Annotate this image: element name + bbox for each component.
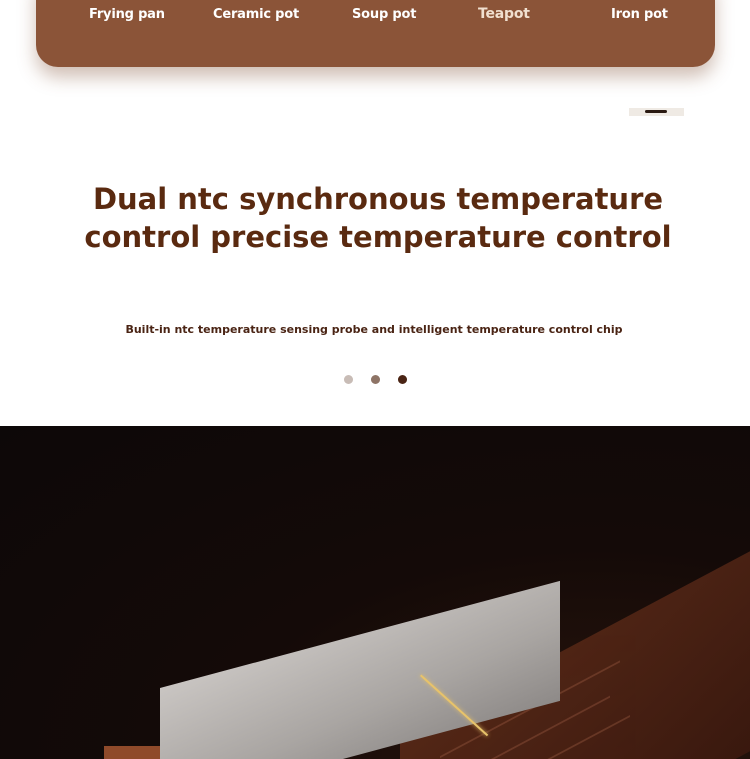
carousel-dot-1[interactable] (344, 375, 353, 384)
cookware-label-teapot: Teapot (478, 6, 530, 22)
usb-slot (645, 110, 667, 113)
product-hero-image (0, 426, 750, 759)
feature-subtitle: Built-in ntc temperature sensing probe and intelligent temperature control chip (125, 323, 623, 336)
cookware-label-frying-pan: Frying pan (89, 7, 165, 22)
cookware-label-soup-pot: Soup pot (352, 7, 417, 22)
headline-line-2: control precise temperature control (84, 220, 672, 254)
headline-line-1: Dual ntc synchronous temperature (92, 182, 664, 216)
usb-port-graphic (629, 108, 684, 116)
cookware-label-ceramic-pot: Ceramic pot (213, 7, 300, 22)
carousel-indicator (344, 375, 414, 385)
cookware-compatibility-bar (36, 0, 715, 67)
carousel-dot-3-active[interactable] (398, 375, 407, 384)
feature-headline (0, 180, 750, 256)
carousel-dot-2[interactable] (371, 375, 380, 384)
cookware-label-iron-pot: Iron pot (611, 7, 668, 22)
